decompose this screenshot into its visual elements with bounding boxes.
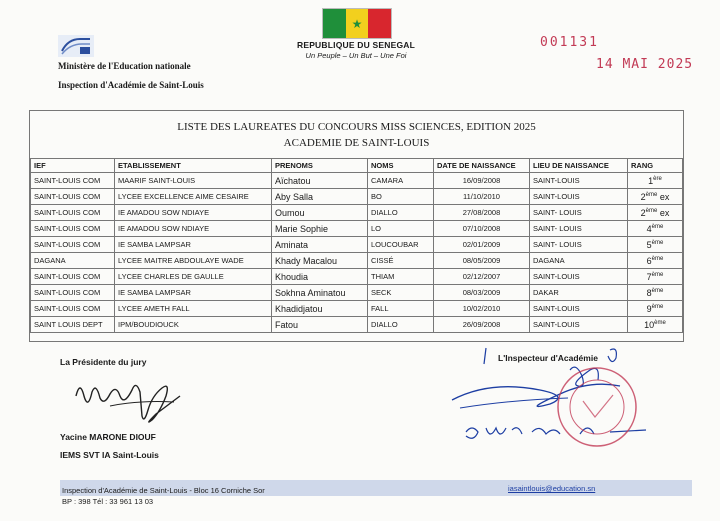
rank-cell xyxy=(628,205,683,221)
rank-suffix: ème xyxy=(651,303,664,310)
table-body xyxy=(31,173,683,333)
ief-cell: SAINT-LOUIS COM xyxy=(31,237,115,253)
ief-cell: SAINT-LOUIS COM xyxy=(31,221,115,237)
president-title: IEMS SVT IA Saint-Louis xyxy=(60,450,159,460)
school-cell: IE SAMBA LAMPSAR xyxy=(115,285,272,301)
birth-place-cell: SAINT- LOUIS xyxy=(530,221,628,237)
first-name-cell: Marie Sophie xyxy=(272,221,368,237)
last-name-cell: DIALLO xyxy=(368,317,434,333)
rank-number: 9 xyxy=(646,303,652,314)
ief-cell: SAINT-LOUIS COM xyxy=(31,301,115,317)
first-name-cell: Oumou xyxy=(272,205,368,221)
ministry-name: Ministère de l'Education nationale xyxy=(58,61,191,71)
table-row xyxy=(31,317,683,333)
birth-date-cell: 11/10/2010 xyxy=(434,189,530,205)
flag-green-band xyxy=(323,9,346,38)
birth-date-cell: 02/12/2007 xyxy=(434,269,530,285)
column-header: ETABLISSEMENT xyxy=(115,159,272,173)
rank-number: 8 xyxy=(646,287,652,298)
table-row xyxy=(31,173,683,189)
school-cell: MAARIF SAINT-LOUIS xyxy=(115,173,272,189)
rank-number: 7 xyxy=(646,271,652,282)
footer-address: Inspection d'Académie de Saint-Louis - Bloc 16 Corniche Sor xyxy=(62,486,265,495)
birth-place-cell: SAINT-LOUIS xyxy=(530,173,628,189)
document-title: LISTE DES LAUREATES DU CONCOURS MISS SCIENCES, EDITION 2025 xyxy=(177,121,536,133)
ief-cell: SAINT-LOUIS COM xyxy=(31,173,115,189)
school-cell: IE SAMBA LAMPSAR xyxy=(115,237,272,253)
table-row xyxy=(31,285,683,301)
birth-date-cell: 08/03/2009 xyxy=(434,285,530,301)
flag-red-band xyxy=(368,9,391,38)
rank-suffix: ème xyxy=(651,223,664,230)
date-stamp: 14 MAI 2025 xyxy=(596,57,694,72)
rank-cell xyxy=(628,221,683,237)
first-name-cell: Khoudia xyxy=(272,269,368,285)
table-row xyxy=(31,237,683,253)
rank-suffix: ème xyxy=(651,239,664,246)
table-row xyxy=(31,205,683,221)
rank-cell xyxy=(628,189,683,205)
rank-cell xyxy=(628,253,683,269)
birth-date-cell: 07/10/2008 xyxy=(434,221,530,237)
column-header: LIEU DE NAISSANCE xyxy=(530,159,628,173)
school-cell: LYCEE AMETH FALL xyxy=(115,301,272,317)
birth-date-cell: 26/09/2008 xyxy=(434,317,530,333)
national-motto: Un Peuple – Un But – Une Foi xyxy=(305,51,407,60)
school-cell: IE AMADOU SOW NDIAYE xyxy=(115,205,272,221)
rank-number: 5 xyxy=(646,239,652,250)
document-subtitle: ACADEMIE DE SAINT-LOUIS xyxy=(283,137,430,149)
rank-number: 2 xyxy=(640,191,646,202)
president-signature xyxy=(70,366,190,428)
table-header-row xyxy=(31,159,683,173)
column-header: RANG xyxy=(628,159,683,173)
table-row xyxy=(31,253,683,269)
birth-place-cell: SAINT- LOUIS xyxy=(530,237,628,253)
column-header: NOMS xyxy=(368,159,434,173)
registration-number: 001131 xyxy=(540,35,599,50)
last-name-cell: CISSÉ xyxy=(368,253,434,269)
birth-date-cell: 27/08/2008 xyxy=(434,205,530,221)
rank-cell xyxy=(628,317,683,333)
column-header: IEF xyxy=(31,159,115,173)
rank-suffix: ème xyxy=(651,287,664,294)
footer-email-link[interactable]: iasaintlouis@education.sn xyxy=(508,484,596,493)
ief-cell: SAINT-LOUIS COM xyxy=(31,189,115,205)
inspection-name: Inspection d'Académie de Saint-Louis xyxy=(58,80,204,90)
rank-suffix: ème xyxy=(651,255,664,262)
last-name-cell: FALL xyxy=(368,301,434,317)
birth-date-cell: 10/02/2010 xyxy=(434,301,530,317)
rank-number: 4 xyxy=(646,223,652,234)
school-cell: LYCEE MAITRE ABDOULAYE WADE xyxy=(115,253,272,269)
column-header: DATE DE NAISSANCE xyxy=(434,159,530,173)
birth-place-cell: SAINT- LOUIS xyxy=(530,205,628,221)
table-row xyxy=(31,269,683,285)
last-name-cell: BO xyxy=(368,189,434,205)
birth-place-cell: SAINT-LOUIS xyxy=(530,317,628,333)
birth-date-cell: 02/01/2009 xyxy=(434,237,530,253)
birth-place-cell: DAGANA xyxy=(530,253,628,269)
first-name-cell: Aby Salla xyxy=(272,189,368,205)
rank-number: 1 xyxy=(648,175,654,186)
rank-number: 6 xyxy=(646,255,652,266)
birth-place-cell: SAINT-LOUIS xyxy=(530,301,628,317)
official-stamp xyxy=(555,365,639,449)
table-row xyxy=(31,189,683,205)
ief-cell: DAGANA xyxy=(31,253,115,269)
star-icon: ★ xyxy=(351,16,363,31)
birth-place-cell: DAKAR xyxy=(530,285,628,301)
ief-cell: SAINT-LOUIS COM xyxy=(31,269,115,285)
school-cell: LYCEE CHARLES DE GAULLE xyxy=(115,269,272,285)
flag-yellow-band xyxy=(346,9,369,38)
ministry-logo xyxy=(58,35,94,57)
republic-name: REPUBLIQUE DU SENEGAL xyxy=(296,40,416,50)
first-name-cell: Aïchatou xyxy=(272,173,368,189)
rank-suffix: ème xyxy=(651,271,664,278)
ief-cell: SAINT-LOUIS COM xyxy=(31,205,115,221)
senegal-flag xyxy=(322,8,392,39)
last-name-cell: CAMARA xyxy=(368,173,434,189)
last-name-cell: SECK xyxy=(368,285,434,301)
table-row xyxy=(31,301,683,317)
first-name-cell: Khadidjatou xyxy=(272,301,368,317)
rank-suffix: ère xyxy=(653,175,662,182)
rank-cell xyxy=(628,269,683,285)
rank-tie-marker: ex xyxy=(657,207,670,218)
birth-date-cell: 16/09/2008 xyxy=(434,173,530,189)
rank-cell xyxy=(628,285,683,301)
rank-suffix: ème xyxy=(654,319,666,326)
school-cell: LYCEE EXCELLENCE AIME CESAIRE xyxy=(115,189,272,205)
inspector-label: L'Inspecteur d'Académie xyxy=(498,353,598,363)
column-header: PRENOMS xyxy=(272,159,368,173)
first-name-cell: Sokhna Aminatou xyxy=(272,285,368,301)
laureates-table xyxy=(30,158,683,333)
president-label: La Présidente du jury xyxy=(60,357,147,367)
rank-cell xyxy=(628,301,683,317)
rank-suffix: ème xyxy=(645,207,658,214)
ief-cell: SAINT LOUIS DEPT xyxy=(31,317,115,333)
table-row xyxy=(31,221,683,237)
rank-number: 10 xyxy=(644,319,655,330)
footer-contact: BP : 398 Tél : 33 961 13 03 xyxy=(62,497,154,506)
rank-number: 2 xyxy=(640,207,646,218)
last-name-cell: THIAM xyxy=(368,269,434,285)
last-name-cell: LOUCOUBAR xyxy=(368,237,434,253)
birth-place-cell: SAINT-LOUIS xyxy=(530,189,628,205)
rank-tie-marker: ex xyxy=(657,191,670,202)
first-name-cell: Khady Macalou xyxy=(272,253,368,269)
birth-place-cell: SAINT-LOUIS xyxy=(530,269,628,285)
rank-suffix: ème xyxy=(645,191,658,198)
ief-cell: SAINT-LOUIS COM xyxy=(31,285,115,301)
last-name-cell: LO xyxy=(368,221,434,237)
school-cell: IE AMADOU SOW NDIAYE xyxy=(115,221,272,237)
rank-cell xyxy=(628,237,683,253)
president-name: Yacine MARONE DIOUF xyxy=(60,432,156,442)
school-cell: IPM/BOUDIOUCK xyxy=(115,317,272,333)
first-name-cell: Aminata xyxy=(272,237,368,253)
birth-date-cell: 08/05/2009 xyxy=(434,253,530,269)
first-name-cell: Fatou xyxy=(272,317,368,333)
last-name-cell: DIALLO xyxy=(368,205,434,221)
rank-cell xyxy=(628,173,683,189)
